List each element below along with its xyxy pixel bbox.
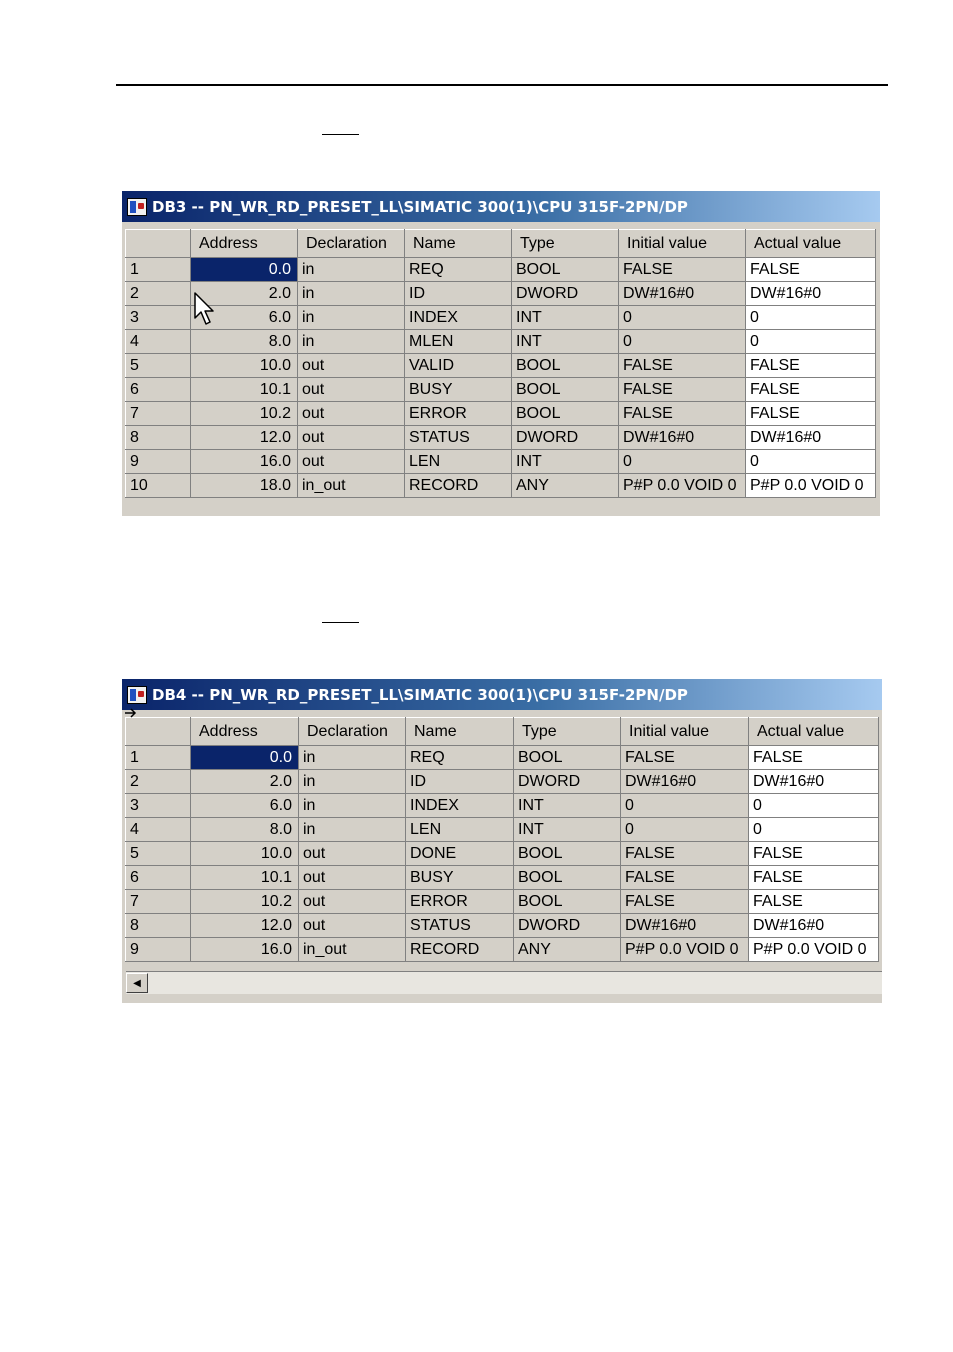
table-row[interactable] (126, 914, 879, 938)
app-icon (127, 686, 147, 704)
name-cell[interactable]: BUSY (406, 866, 514, 890)
column-header-initial-value[interactable]: Initial value (621, 718, 749, 746)
column-header-address[interactable]: Address (191, 718, 299, 746)
address-cell[interactable]: 10.0 (191, 842, 299, 866)
data-block-table (125, 717, 879, 962)
underline-mark (322, 622, 359, 623)
name-cell[interactable]: ERROR (405, 402, 512, 426)
table-row[interactable] (126, 938, 879, 962)
row-marker-icon (125, 708, 137, 718)
initial-value-cell[interactable]: FALSE (621, 890, 749, 914)
header-row (126, 718, 879, 746)
name-cell[interactable]: RECORD (405, 474, 512, 498)
declaration-cell[interactable]: in_out (298, 474, 405, 498)
name-cell[interactable]: INDEX (405, 306, 512, 330)
page-header-rule (116, 84, 888, 86)
column-header-type[interactable]: Type (514, 718, 621, 746)
actual-value-cell[interactable]: 0 (746, 306, 876, 330)
actual-value-cell[interactable]: 0 (746, 450, 876, 474)
declaration-cell[interactable]: in (299, 794, 406, 818)
table-row[interactable] (126, 866, 879, 890)
row-number[interactable]: 10 (126, 474, 191, 498)
column-header-address[interactable]: Address (191, 230, 298, 258)
arrow-left-icon[interactable]: ◀ (126, 973, 148, 993)
initial-value-cell[interactable]: FALSE (621, 746, 749, 770)
app-icon (127, 198, 147, 216)
table-row[interactable] (126, 890, 879, 914)
address-cell[interactable]: 0.0 (191, 746, 299, 770)
header-row (126, 230, 876, 258)
type-cell[interactable]: ANY (512, 474, 619, 498)
row-number[interactable]: 4 (126, 330, 191, 354)
initial-value-cell[interactable]: P#P 0.0 VOID 0 (621, 938, 749, 962)
row-number[interactable]: 3 (126, 306, 191, 330)
declaration-cell[interactable]: out (298, 426, 405, 450)
table-row[interactable] (126, 842, 879, 866)
initial-value-cell[interactable]: FALSE (619, 258, 746, 282)
initial-value-cell[interactable]: 0 (619, 450, 746, 474)
type-cell[interactable]: BOOL (514, 890, 621, 914)
table-row[interactable] (126, 378, 876, 402)
corner-cell[interactable] (126, 718, 191, 746)
address-cell[interactable]: 18.0 (191, 474, 298, 498)
initial-value-cell[interactable]: P#P 0.0 VOID 0 (619, 474, 746, 498)
type-cell[interactable]: INT (512, 330, 619, 354)
table-row[interactable] (126, 818, 879, 842)
address-cell[interactable]: 2.0 (191, 770, 299, 794)
initial-value-cell[interactable]: 0 (621, 818, 749, 842)
declaration-cell[interactable]: in (298, 282, 405, 306)
row-number[interactable]: 8 (126, 914, 191, 938)
table-row[interactable] (126, 474, 876, 498)
declaration-cell[interactable]: out (298, 378, 405, 402)
address-cell[interactable]: 16.0 (191, 450, 298, 474)
type-cell[interactable]: DWORD (514, 914, 621, 938)
actual-value-cell[interactable]: DW#16#0 (746, 426, 876, 450)
row-number[interactable]: 1 (126, 746, 191, 770)
name-cell[interactable]: STATUS (405, 426, 512, 450)
name-cell[interactable]: STATUS (406, 914, 514, 938)
corner-cell[interactable] (126, 230, 191, 258)
type-cell[interactable]: BOOL (514, 866, 621, 890)
type-cell[interactable]: BOOL (512, 378, 619, 402)
underline-mark (322, 134, 359, 135)
type-cell[interactable]: INT (514, 818, 621, 842)
initial-value-cell[interactable]: FALSE (621, 866, 749, 890)
table-row[interactable] (126, 330, 876, 354)
table-row[interactable] (126, 306, 876, 330)
actual-value-cell[interactable]: P#P 0.0 VOID 0 (749, 938, 879, 962)
declaration-cell[interactable]: in (299, 746, 406, 770)
type-cell[interactable]: INT (512, 306, 619, 330)
address-cell[interactable]: 6.0 (191, 306, 298, 330)
type-cell[interactable]: DWORD (514, 770, 621, 794)
row-number[interactable]: 7 (126, 402, 191, 426)
initial-value-cell[interactable]: DW#16#0 (619, 426, 746, 450)
name-cell[interactable]: MLEN (405, 330, 512, 354)
row-number[interactable]: 6 (126, 866, 191, 890)
column-header-name[interactable]: Name (406, 718, 514, 746)
actual-value-cell[interactable]: 0 (749, 818, 879, 842)
declaration-cell[interactable]: in (298, 330, 405, 354)
row-number[interactable]: 9 (126, 450, 191, 474)
declaration-cell[interactable]: out (298, 354, 405, 378)
type-cell[interactable]: INT (512, 450, 619, 474)
actual-value-cell[interactable]: 0 (749, 794, 879, 818)
type-cell[interactable]: DWORD (512, 282, 619, 306)
column-header-type[interactable]: Type (512, 230, 619, 258)
column-header-declaration[interactable]: Declaration (298, 230, 405, 258)
table-row[interactable] (126, 354, 876, 378)
declaration-cell[interactable]: out (299, 866, 406, 890)
initial-value-cell[interactable]: 0 (619, 306, 746, 330)
row-number[interactable]: 2 (126, 282, 191, 306)
name-cell[interactable]: ID (405, 282, 512, 306)
name-cell[interactable]: LEN (405, 450, 512, 474)
column-header-actual-value[interactable]: Actual value (749, 718, 879, 746)
name-cell[interactable]: BUSY (405, 378, 512, 402)
name-cell[interactable]: VALID (405, 354, 512, 378)
row-number[interactable]: 2 (126, 770, 191, 794)
name-cell[interactable]: INDEX (406, 794, 514, 818)
type-cell[interactable]: DWORD (512, 426, 619, 450)
mouse-pointer-icon (194, 292, 216, 326)
db3-window (122, 191, 880, 516)
table-row[interactable] (126, 258, 876, 282)
horizontal-scrollbar[interactable] (126, 971, 882, 994)
name-cell[interactable]: REQ (406, 746, 514, 770)
name-cell[interactable]: ERROR (406, 890, 514, 914)
declaration-cell[interactable]: in_out (299, 938, 406, 962)
column-header-declaration[interactable]: Declaration (299, 718, 406, 746)
table-row[interactable] (126, 746, 879, 770)
row-number[interactable]: 3 (126, 794, 191, 818)
actual-value-cell[interactable]: FALSE (746, 354, 876, 378)
table-row[interactable] (126, 282, 876, 306)
type-cell[interactable]: BOOL (514, 842, 621, 866)
type-cell[interactable]: BOOL (512, 258, 619, 282)
actual-value-cell[interactable]: FALSE (746, 402, 876, 426)
declaration-cell[interactable]: in (299, 818, 406, 842)
address-cell[interactable]: 8.0 (191, 330, 298, 354)
address-cell[interactable]: 10.0 (191, 354, 298, 378)
declaration-cell[interactable]: out (298, 450, 405, 474)
initial-value-cell[interactable]: FALSE (619, 354, 746, 378)
initial-value-cell[interactable]: DW#16#0 (621, 770, 749, 794)
title-bar (122, 679, 882, 710)
table-row[interactable] (126, 402, 876, 426)
actual-value-cell[interactable]: FALSE (746, 378, 876, 402)
actual-value-cell[interactable]: DW#16#0 (746, 282, 876, 306)
row-number[interactable]: 4 (126, 818, 191, 842)
address-cell[interactable]: 8.0 (191, 818, 299, 842)
declaration-cell[interactable]: out (299, 842, 406, 866)
row-number[interactable]: 5 (126, 842, 191, 866)
initial-value-cell[interactable]: 0 (621, 794, 749, 818)
db4-window (122, 679, 882, 1003)
type-cell[interactable]: BOOL (514, 746, 621, 770)
actual-value-cell[interactable]: 0 (746, 330, 876, 354)
name-cell[interactable]: RECORD (406, 938, 514, 962)
actual-value-cell[interactable]: DW#16#0 (749, 770, 879, 794)
table-row[interactable] (126, 770, 879, 794)
table-row[interactable] (126, 450, 876, 474)
initial-value-cell[interactable]: FALSE (621, 842, 749, 866)
row-number[interactable]: 5 (126, 354, 191, 378)
declaration-cell[interactable]: in (298, 258, 405, 282)
column-header-actual-value[interactable]: Actual value (746, 230, 876, 258)
actual-value-cell[interactable]: FALSE (749, 842, 879, 866)
initial-value-cell[interactable]: DW#16#0 (619, 282, 746, 306)
data-block-table (125, 229, 876, 498)
column-header-initial-value[interactable]: Initial value (619, 230, 746, 258)
actual-value-cell[interactable]: FALSE (749, 890, 879, 914)
column-header-name[interactable]: Name (405, 230, 512, 258)
name-cell[interactable]: ID (406, 770, 514, 794)
title-bar (122, 191, 880, 222)
declaration-cell[interactable]: out (298, 402, 405, 426)
address-cell[interactable]: 6.0 (191, 794, 299, 818)
actual-value-cell[interactable]: P#P 0.0 VOID 0 (746, 474, 876, 498)
address-cell[interactable]: 10.2 (191, 890, 299, 914)
initial-value-cell[interactable]: 0 (619, 330, 746, 354)
type-cell[interactable]: ANY (514, 938, 621, 962)
type-cell[interactable]: INT (514, 794, 621, 818)
address-cell[interactable]: 2.0 (191, 282, 298, 306)
row-number[interactable]: 8 (126, 426, 191, 450)
initial-value-cell[interactable]: DW#16#0 (621, 914, 749, 938)
window-title: DB4 -- PN_WR_RD_PRESET_LL\SIMATIC 300(1)\CPU 315F-2PN/DP (152, 685, 688, 704)
window-title: DB3 -- PN_WR_RD_PRESET_LL\SIMATIC 300(1)\CPU 315F-2PN/DP (152, 197, 688, 216)
address-cell[interactable]: 12.0 (191, 426, 298, 450)
name-cell[interactable]: REQ (405, 258, 512, 282)
name-cell[interactable]: LEN (406, 818, 514, 842)
row-number[interactable]: 9 (126, 938, 191, 962)
actual-value-cell[interactable]: FALSE (749, 866, 879, 890)
address-cell[interactable]: 10.2 (191, 402, 298, 426)
row-number[interactable]: 6 (126, 378, 191, 402)
address-cell[interactable]: 12.0 (191, 914, 299, 938)
type-cell[interactable]: BOOL (512, 354, 619, 378)
initial-value-cell[interactable]: FALSE (619, 378, 746, 402)
declaration-cell[interactable]: in (299, 770, 406, 794)
address-cell[interactable]: 0.0 (191, 258, 298, 282)
actual-value-cell[interactable]: FALSE (749, 746, 879, 770)
declaration-cell[interactable]: out (299, 914, 406, 938)
actual-value-cell[interactable]: DW#16#0 (749, 914, 879, 938)
name-cell[interactable]: DONE (406, 842, 514, 866)
address-cell[interactable]: 10.1 (191, 378, 298, 402)
type-cell[interactable]: BOOL (512, 402, 619, 426)
declaration-cell[interactable]: in (298, 306, 405, 330)
address-cell[interactable]: 10.1 (191, 866, 299, 890)
address-cell[interactable]: 16.0 (191, 938, 299, 962)
table-row[interactable] (126, 426, 876, 450)
row-number[interactable]: 1 (126, 258, 191, 282)
table-row[interactable] (126, 794, 879, 818)
actual-value-cell[interactable]: FALSE (746, 258, 876, 282)
initial-value-cell[interactable]: FALSE (619, 402, 746, 426)
declaration-cell[interactable]: out (299, 890, 406, 914)
row-number[interactable]: 7 (126, 890, 191, 914)
